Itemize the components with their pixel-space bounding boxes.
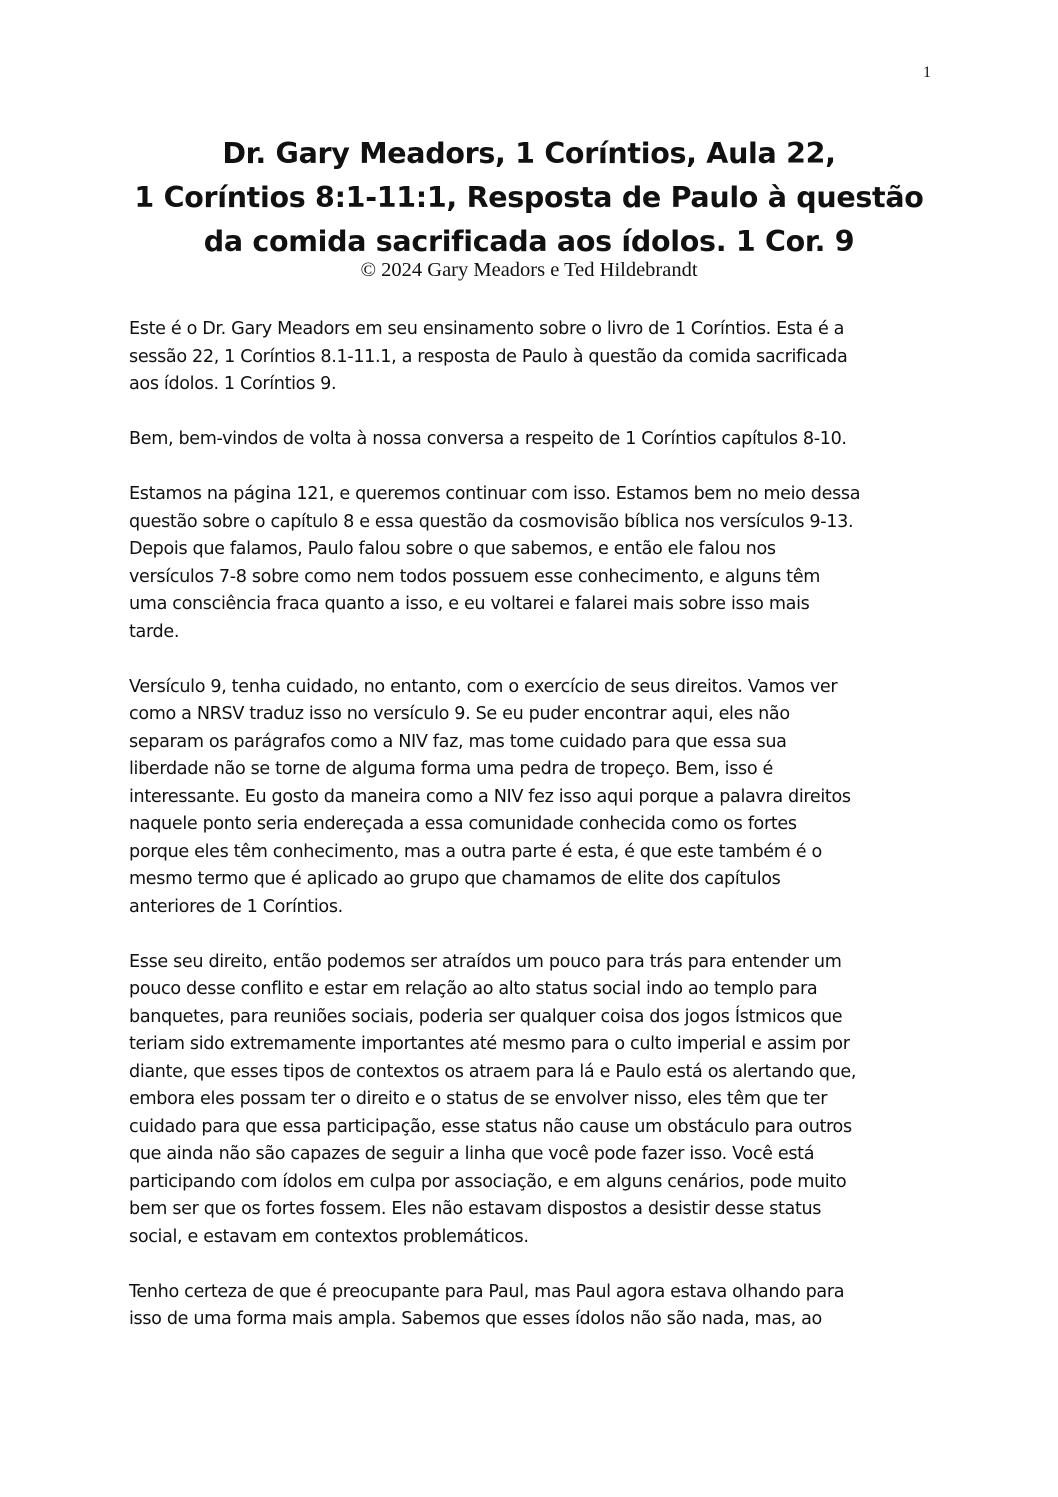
text-line: aos ídolos. 1 Coríntios 9.	[129, 374, 337, 394]
text-line: isso de uma forma mais ampla. Sabemos que esses ídolos não são nada, mas, ao	[129, 1309, 822, 1329]
title-line-1: Dr. Gary Meadors, 1 Coríntios, Aula 22,	[222, 137, 836, 170]
paragraph	[129, 426, 929, 454]
text-line: embora eles possam ter o direito e o status de se envolver nisso, eles têm que ter	[129, 1089, 828, 1109]
text-line: interessante. Eu gosto da maneira como a NIV fez isso aqui porque a palavra direitos	[129, 786, 851, 807]
text-line: Esse seu direito, então podemos ser atraídos um pouco para trás para entender um	[129, 951, 842, 972]
text-line: questão sobre o capítulo 8 e essa questão da cosmovisão bíblica nos versículos 9-13.	[129, 511, 854, 532]
paragraph	[129, 316, 929, 399]
text-line: mesmo termo que é aplicado ao grupo que chamamos de elite dos capítulos	[129, 869, 781, 889]
paragraph	[129, 674, 929, 922]
text-line: Versículo 9, tenha cuidado, no entanto, com o exercício de seus direitos. Vamos ver	[129, 676, 838, 697]
page-number: 1	[923, 64, 931, 81]
paragraph	[129, 481, 929, 646]
text-line: sessão 22, 1 Coríntios 8.1-11.1, a resposta de Paulo à questão da comida sacrificada	[129, 346, 848, 367]
text-line: versículos 7-8 sobre como nem todos possuem esse conhecimento, e alguns têm	[129, 566, 820, 587]
text-line: banquetes, para reuniões sociais, poderia ser qualquer coisa dos jogos Ístmicos que	[129, 1006, 843, 1027]
text-line: bem ser que os fortes fossem. Eles não estavam dispostos a desistir desse status	[129, 1199, 822, 1219]
text-line: Estamos na página 121, e queremos continuar com isso. Estamos bem no meio dessa	[129, 484, 861, 504]
text-line: separam os parágrafos como a NIV faz, mas tome cuidado para que essa sua	[129, 731, 787, 752]
text-line: liberdade não se torne de alguma forma uma pedra de tropeço. Bem, isso é	[129, 759, 773, 779]
text-line: naquele ponto seria endereçada a essa comunidade conhecida como os fortes	[129, 814, 797, 834]
copyright-notice: © 2024 Gary Meadors e Ted Hildebrandt	[360, 259, 698, 281]
text-line: pouco desse conflito e estar em relação ao alto status social indo ao templo para	[129, 979, 818, 999]
text-line: teriam sido extremamente importantes até mesmo para o culto imperial e assim por	[129, 1034, 850, 1054]
text-line: Tenho certeza de que é preocupante para Paul, mas Paul agora estava olhando para	[129, 1281, 845, 1302]
text-line: Este é o Dr. Gary Meadors em seu ensinamento sobre o livro de 1 Coríntios. Esta é a	[129, 319, 845, 339]
text-line: participando com ídolos em culpa por associação, e em alguns cenários, pode muito	[129, 1171, 847, 1192]
text-line: tarde.	[129, 621, 180, 642]
text-line: Depois que falamos, Paulo falou sobre o que sabemos, e então ele falou nos	[129, 539, 776, 559]
document-header	[0, 132, 1058, 282]
document-body	[129, 316, 929, 1361]
text-line: uma consciência fraca quanto a isso, e eu voltarei e falarei mais sobre isso mais	[129, 594, 810, 614]
text-line: diante, que esses tipos de contextos os atraem para lá e Paulo está os alertando que,	[129, 1061, 857, 1082]
text-line: anteriores de 1 Coríntios.	[129, 896, 343, 917]
text-line: social, e estavam em contextos problemáticos.	[129, 1226, 529, 1247]
text-line: como a NRSV traduz isso no versículo 9. Se eu puder encontrar aqui, eles não	[129, 704, 790, 724]
text-line: que ainda não são capazes de seguir a linha que você pode fazer isso. Você está	[129, 1144, 815, 1164]
paragraph	[129, 949, 929, 1252]
text-line: cuidado para que essa participação, esse status não cause um obstáculo para outros	[129, 1116, 852, 1137]
title-line-3: da comida sacrificada aos ídolos. 1 Cor. 9	[203, 225, 855, 258]
title-line-2: 1 Coríntios 8:1-11:1, Resposta de Paulo à questão	[134, 181, 924, 214]
paragraph	[129, 1279, 929, 1334]
text-line: Bem, bem-vindos de volta à nossa conversa a respeito de 1 Coríntios capítulos 8-10.	[129, 429, 847, 449]
text-line: porque eles têm conhecimento, mas a outra parte é esta, é que este também é o	[129, 841, 822, 862]
